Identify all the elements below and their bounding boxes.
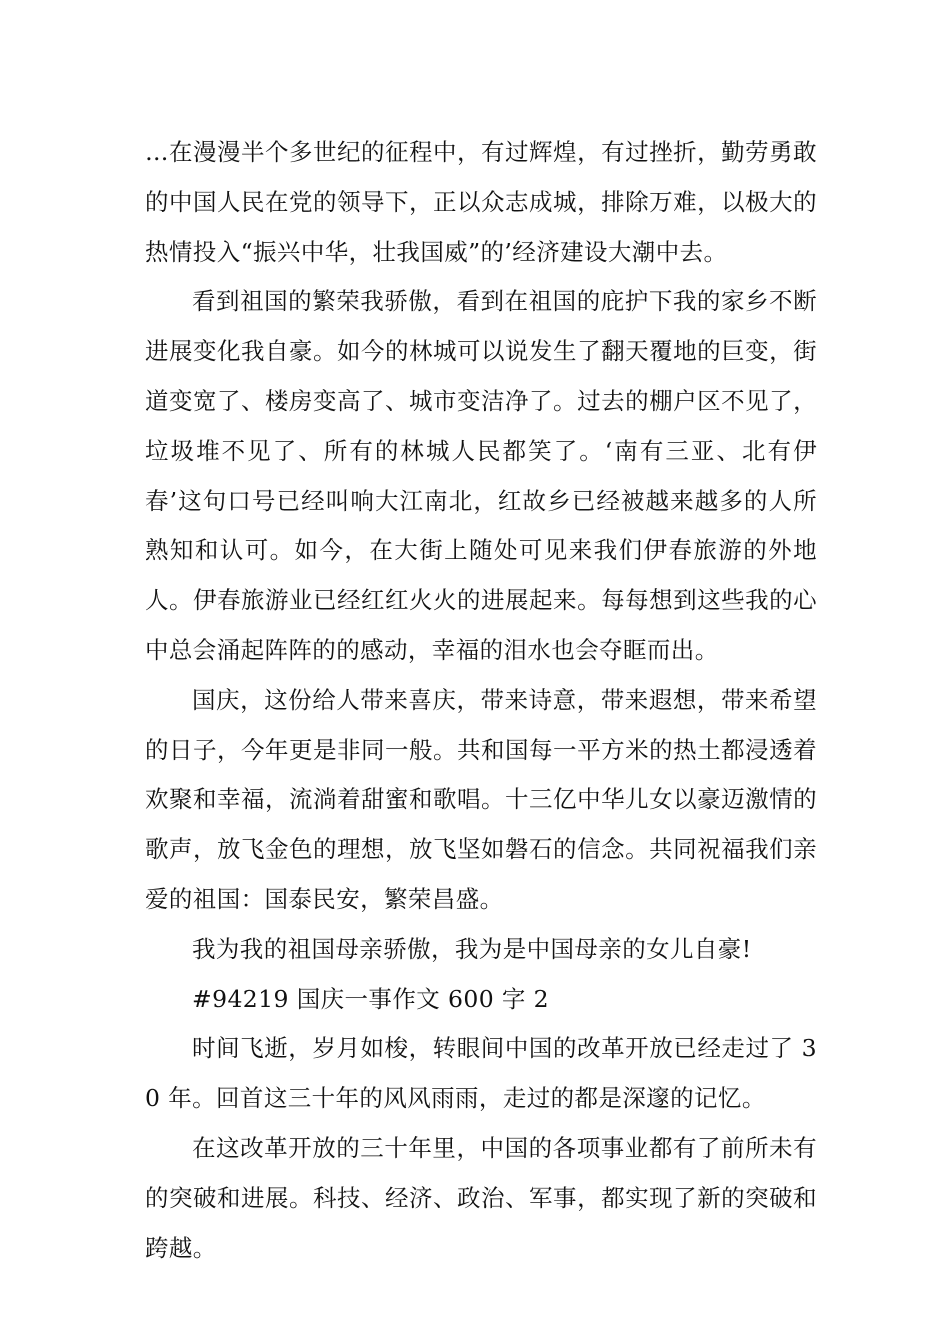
- paragraph-2: 看到祖国的繁荣我骄傲，看到在祖国的庇护下我的家乡不断进展变化我自豪。如今的林城可以说发生了翻天覆地的巨变，街道变宽了、楼房变高了、城市变洁净了。过去的棚户区不见了，垃圾堆不见了、所有的林城人民都笑了。‘南有三亚、北有伊春’这句口号已经叫响大江南北，红故乡已经被越来越多的人所熟知和认可。如今，在大街上随处可见来我们伊春旅游的外地人。伊春旅游业已经红红火火的进展起来。每每想到这些我的心中总会涌起阵阵的的感动，幸福的泪水也会夺眶而出。: [145, 287, 817, 664]
- paragraph-4: 我为我的祖国母亲骄傲，我为是中国母亲的女儿自豪!: [192, 934, 752, 963]
- paragraph-6: 时间飞逝，岁月如梭，转眼间中国的改革开放已经走过了 30 年。回首这三十年的风风雨雨，走过的都是深邃的记忆。: [145, 1034, 817, 1113]
- section-heading: #94219 国庆一事作文 600 字 2: [192, 984, 550, 1013]
- paragraph-3: 国庆，这份给人带来喜庆，带来诗意，带来遐想，带来希望的日子，今年更是非同一般。共和国每一平方米的热土都浸透着欢聚和幸福，流淌着甜蜜和歌唱。十三亿中华儿女以豪迈激情的歌声，放飞金色的理想，放飞坚如磐石的信念。共同祝福我们亲爱的祖国：国泰民安，繁荣昌盛。: [145, 685, 817, 913]
- document-body: [145, 128, 817, 1273]
- paragraph-7: 在这改革开放的三十年里，中国的各项事业都有了前所未有的突破和进展。科技、经济、政治、军事，都实现了新的突破和跨越。: [145, 1133, 817, 1262]
- paragraph-1: …在漫漫半个多世纪的征程中，有过辉煌，有过挫折，勤劳勇敢的中国人民在党的领导下，正以众志成城，排除万难，以极大的热情投入“振兴中华，壮我国威”的’经济建设大潮中去。: [145, 138, 817, 266]
